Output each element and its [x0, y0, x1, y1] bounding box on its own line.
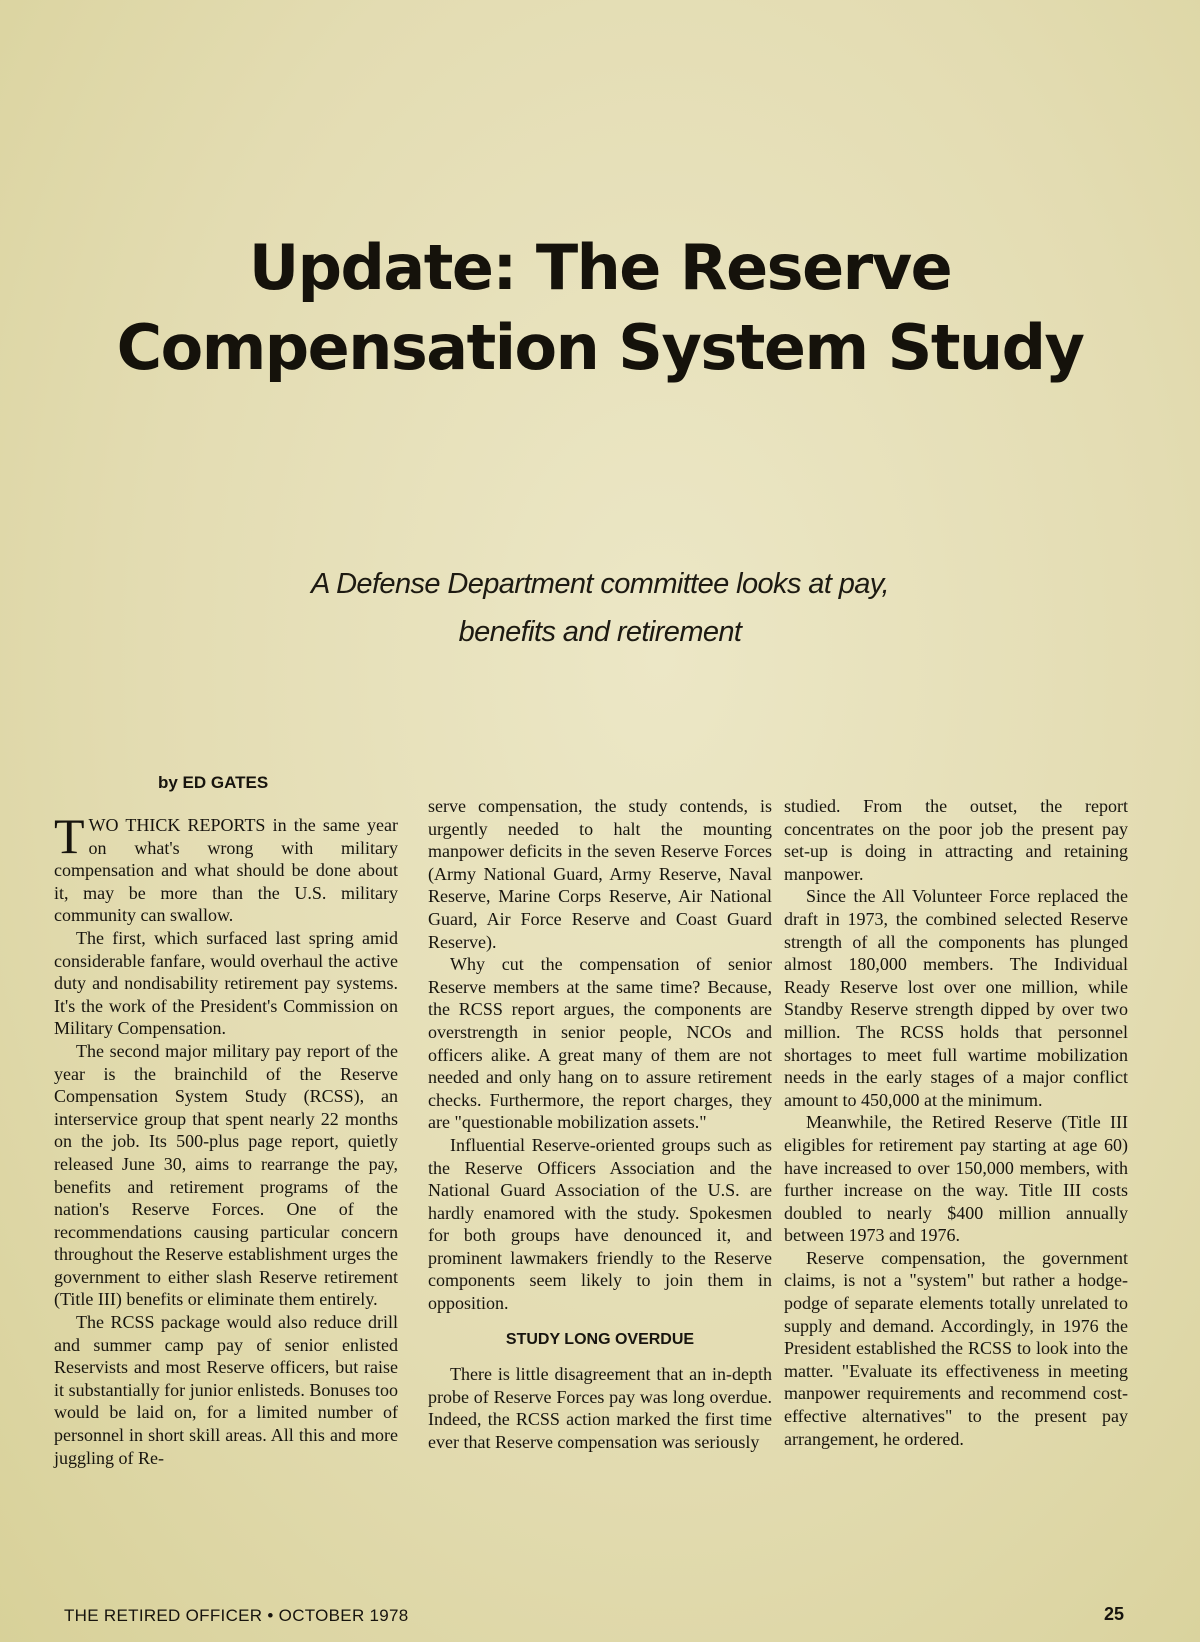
- body-column-1: [54, 808, 398, 1469]
- article-headline: [0, 228, 1200, 388]
- paragraph: Influential Reserve-oriented groups such as the Reserve Officers Association and the National Guard Association of the U.S. are hardly enamored with the study. Spokesmen for both groups have denounced it, and prominent lawmakers friendly to the Reserve components seem likely to join them in opposition.: [428, 1134, 772, 1314]
- paragraph: The first, which surfaced last spring amid considerable fanfare, would overhaul the active duty and nondisability retirement pay systems. It's the work of the President's Commission on Military Compensation.: [54, 927, 398, 1039]
- body-column-3: [784, 795, 1128, 1450]
- lead-text: WO THICK REPORTS in the same year on what's wrong with military compensation and what should be done about it, may be more than the U.S. military community can swallow.: [54, 815, 398, 926]
- footer-publication: THE RETIRED OFFICER • OCTOBER 1978: [64, 1606, 409, 1625]
- headline-line-2: Compensation System Study: [116, 311, 1084, 384]
- page-number: 25: [1103, 1604, 1124, 1624]
- section-subhead: STUDY LONG OVERDUE: [505, 1330, 695, 1348]
- paragraph: Since the All Volunteer Force replaced the draft in 1973, the combined selected Reserve strength of all the components has plunged almost 180,000 members. The Individual Ready Reserve lost over one million, while Standby Reserve strength dipped by over two million. The RCSS holds that personnel shortages to meet full wartime mobilization needs in the early stages of a major conflict amount to 450,000 at the minimum.: [784, 886, 1128, 1110]
- deck-line-1: A Defense Department committee looks at pay,: [310, 568, 890, 600]
- byline: by ED GATES: [158, 773, 269, 792]
- headline-line-1: Update: The Reserve: [248, 231, 952, 304]
- paragraph: The second major military pay report of the year is the brainchild of the Reserve Compensation System Study (RCSS), an interservice group that spent nearly 22 months on the job. Its 500-plus page report, quietly released June 30, aims to rearrange the pay, benefits and retirement programs of the nation's Reserve Forces. One of the recommendations causing particular concern throughout the Reserve establishment urges the government to either slash Reserve retirement (Title III) benefits or eliminate them entirely.: [54, 1040, 398, 1310]
- paragraph: serve compensation, the study contends, is urgently needed to halt the mounting manpower deficits in the seven Reserve Forces (Army National Guard, Army Reserve, Naval Reserve, Marine Corps Reserve, Air National Guard, Air Force Reserve and Coast Guard Reserve).: [428, 796, 772, 952]
- paragraph: There is little disagreement that an in-depth probe of Reserve Forces pay was long overdue. Indeed, the RCSS action marked the first time ever that Reserve compensation was seriously: [428, 1364, 772, 1453]
- article-deck: [0, 560, 1200, 656]
- lead-paragraph: [54, 808, 398, 927]
- paragraph: studied. From the outset, the report concentrates on the poor job the present pay set-up is doing in attracting and retaining manpower.: [784, 796, 1128, 884]
- paragraph: Reserve compensation, the government claims, is not a "system" but rather a hodge-podge of separate elements totally unrelated to supply and demand. Accordingly, in 1976 the President established the RCSS to look into the matter. "Evaluate its effectiveness in meeting manpower requirements and recommend cost-effective alternatives" to the present pay arrangement, he ordered.: [784, 1247, 1128, 1449]
- deck-line-2: benefits and retirement: [458, 616, 742, 648]
- body-column-2: [428, 795, 772, 1454]
- drop-cap: T: [54, 808, 85, 864]
- paragraph: Meanwhile, the Retired Reserve (Title III eligibles for retirement pay starting at age 60) have increased to over 150,000 members, with further increase on the way. Title III costs doubled to nearly $400 million annually between 1973 and 1976.: [784, 1112, 1128, 1246]
- paragraph: The RCSS package would also reduce drill and summer camp pay of senior enlisted Reservists and most Reserve officers, but raise it substantially for junior enlisteds. Bonuses too would be laid on, for a limited number of personnel in short skill areas. All this and more juggling of Re-: [54, 1312, 398, 1468]
- paragraph: Why cut the compensation of senior Reserve members at the same time? Because, the RCSS report argues, the components are overstrength in senior people, NCOs and officers alike. A great many of them are not needed and only hang on to assure retirement checks. Furthermore, the report charges, they are "questionable mobilization assets.": [428, 954, 772, 1133]
